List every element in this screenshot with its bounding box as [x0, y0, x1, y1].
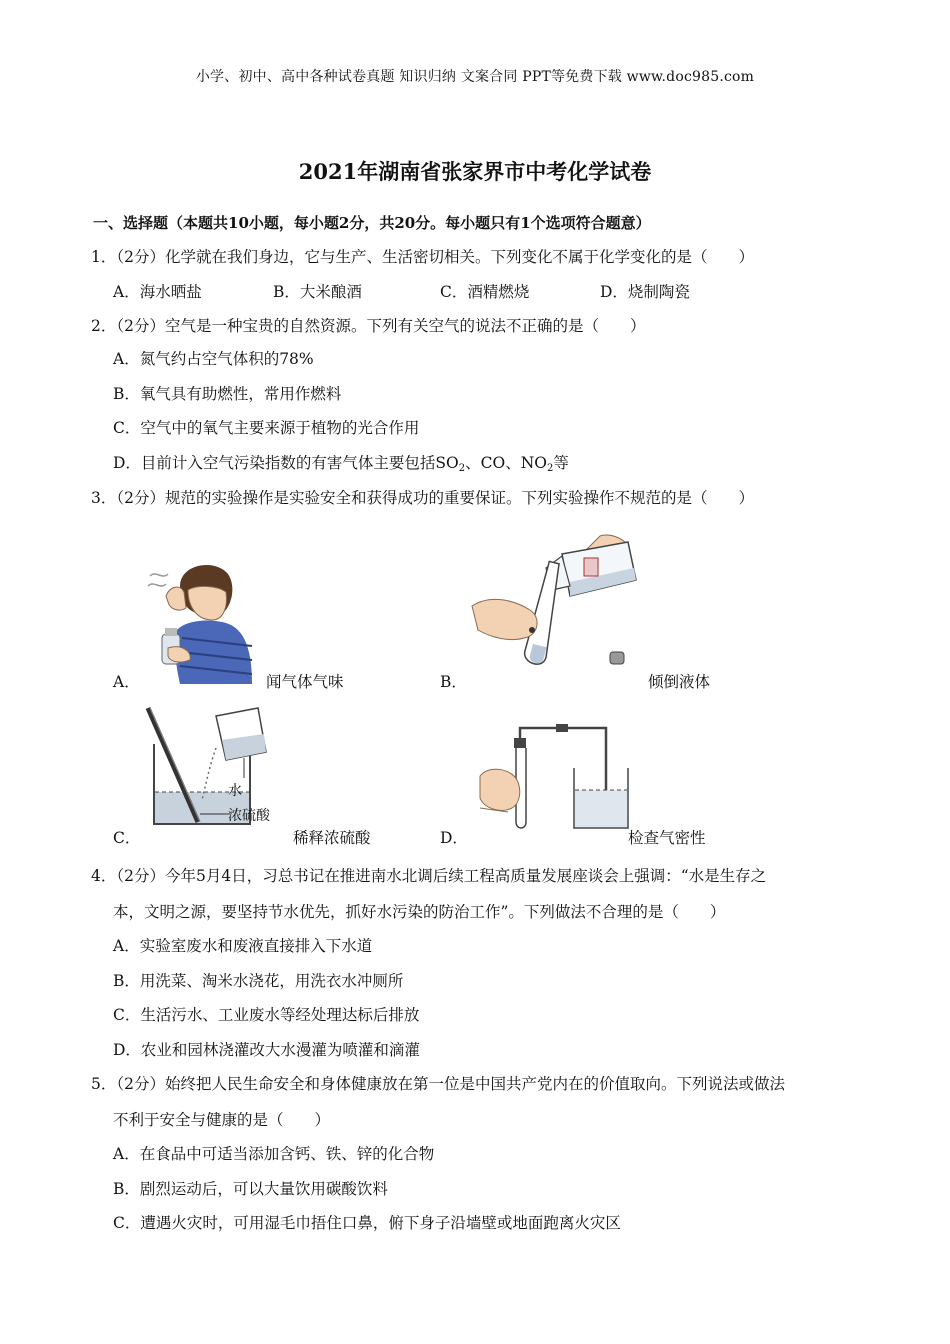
question-4-stem-line1: 4．（2分）今年5月4日，习总书记在推进南水北调后续工程高质量发展座谈会上强调：“水是生存之: [91, 867, 767, 885]
q2-d-text-mid: 、CO、NO: [465, 454, 547, 472]
label-water: 水: [228, 783, 242, 799]
q3-option-c-letter: C．: [113, 829, 141, 847]
page-title: 2021年湖南省张家界市中考化学试卷: [298, 159, 652, 184]
question-5-stem-line1: 5．（2分）始终把人民生命安全和身体健康放在第一位是中国共产党内在的价值取向。下列说法或做法: [91, 1075, 785, 1093]
q3-option-c-caption: 稀释浓硫酸: [293, 829, 371, 847]
q3-option-b-letter: B．: [440, 673, 467, 691]
q1-option-c: C．酒精燃烧: [440, 283, 530, 301]
q1-option-a: A．海水晒盐: [113, 283, 202, 301]
pour-liquid-illustration: [470, 526, 650, 674]
q2-d-sub2: 2: [546, 463, 554, 474]
airtight-check-illustration: [478, 718, 638, 832]
q2-option-b: B．氧气具有助燃性，常用作燃料: [113, 385, 342, 403]
q3-option-d-letter: D．: [440, 829, 468, 847]
q2-d-text: D．目前计入空气污染指数的有害气体主要包括SO: [113, 454, 459, 472]
question-3-stem: 3．（2分）规范的实验操作是实验安全和获得成功的重要保证。下列实验操作不规范的是（ ）: [91, 489, 754, 507]
q2-d-text-end: 等: [553, 454, 569, 472]
q4-option-a: A．实验室废水和废液直接排入下水道: [113, 937, 373, 955]
label-conc-acid: 浓硫酸: [228, 808, 270, 824]
smell-gas-illustration: [140, 556, 255, 688]
section-heading: 一、选择题（本题共10小题，每小题2分，共20分。每小题只有1个选项符合题意）: [93, 214, 651, 232]
q4-option-c: C．生活污水、工业废水等经处理达标后排放: [113, 1006, 420, 1024]
question-1-stem: 1．（2分）化学就在我们身边，它与生产、生活密切相关。下列变化不属于化学变化的是（ ）: [91, 248, 754, 266]
q5-option-a: A．在食品中可适当添加含钙、铁、锌的化合物: [113, 1145, 435, 1163]
q2-option-c: C．空气中的氧气主要来源于植物的光合作用: [113, 419, 420, 437]
q3-option-b-caption: 倾倒液体: [648, 673, 711, 691]
q5-option-c: C．遭遇火灾时，可用湿毛巾捂住口鼻，俯下身子沿墙壁或地面跑离火灾区: [113, 1214, 621, 1232]
q2-option-a: A．氮气约占空气体积的78%: [113, 350, 314, 368]
q2-d-sub1: 2: [458, 463, 466, 474]
q2-option-d: [113, 451, 569, 474]
q4-option-b: B．用洗菜、淘米水浇花，用洗衣水冲厕所: [113, 972, 404, 990]
q1-option-b: B．大米酿酒: [273, 283, 362, 301]
q1-option-d: D．烧制陶瓷: [600, 283, 690, 301]
q3-option-d-caption: 检查气密性: [628, 829, 706, 847]
q3-option-a-caption: 闻气体气味: [266, 673, 344, 691]
site-banner: 小学、初中、高中各种试卷真题 知识归纳 文案合同 PPT等免费下载 www.doc985.com: [195, 69, 755, 85]
q3-option-a-letter: A．: [113, 673, 140, 691]
question-2-stem: 2．（2分）空气是一种宝贵的自然资源。下列有关空气的说法不正确的是（ ）: [91, 317, 646, 335]
question-5-stem-line2: 不利于安全与健康的是（ ）: [113, 1111, 331, 1129]
q4-option-d: D．农业和园林浇灌改大水漫灌为喷灌和滴灌: [113, 1041, 420, 1059]
question-4-stem-line2: 本，文明之源，要坚持节水优先，抓好水污染的防治工作”。下列做法不合理的是（ ）: [113, 903, 726, 921]
q5-option-b: B．剧烈运动后，可以大量饮用碳酸饮料: [113, 1180, 388, 1198]
